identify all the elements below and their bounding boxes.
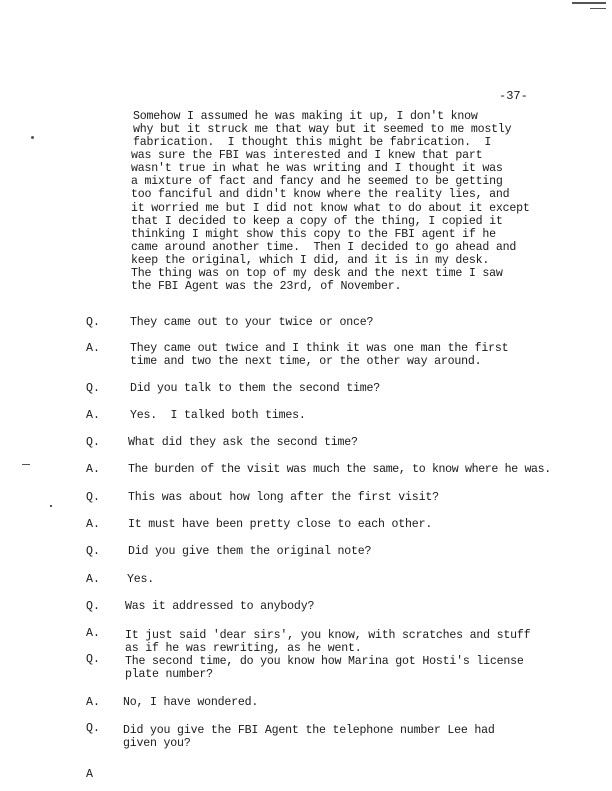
paragraph-line: came around another time. Then I decided to go ahead and: [131, 241, 517, 254]
question-text: Did you talk to them the second time?: [130, 382, 381, 395]
answer-text: It just said 'dear sirs', you know, with scratches and stuff: [125, 629, 531, 642]
question-text: Was it addressed to anybody?: [125, 600, 315, 613]
answer-text: as if he was rewriting, as he went.: [125, 642, 362, 655]
paragraph-line: keep the original, which I did, and it is in my desk.: [131, 254, 490, 267]
paragraph-line: it worried me but I did not know what to do about it except: [131, 202, 530, 215]
question-label: Q.: [86, 653, 100, 666]
scan-dot-left: [31, 136, 34, 139]
answer-text: Yes.: [127, 573, 155, 586]
paragraph-line: The thing was on top of my desk and the next time I saw: [131, 267, 503, 280]
question-text: This was about how long after the first visit?: [128, 491, 439, 504]
question-label: Q.: [86, 545, 100, 558]
paragraph-line: fabrication. I thought this might be fabrication. I: [133, 136, 492, 149]
question-label: Q.: [86, 722, 100, 735]
answer-label: A.: [86, 409, 100, 422]
paragraph-line: a mixture of fact and fancy and he seemed to be getting: [131, 175, 503, 188]
answer-label: A.: [86, 696, 100, 709]
question-text: The second time, do you know how Marina got Hosti's license: [125, 655, 524, 668]
answer-text: It must have been pretty close to each other.: [128, 518, 433, 531]
question-text: What did they ask the second time?: [128, 436, 358, 449]
answer-text: Yes. I talked both times.: [130, 409, 306, 422]
answer-text: They came out twice and I think it was one man the first: [130, 342, 509, 355]
paragraph-line: was sure the FBI was interested and I knew that part: [131, 149, 483, 162]
question-label: Q.: [86, 600, 100, 613]
scan-mark-top-right-2: [590, 8, 606, 9]
answer-label: A.: [86, 518, 100, 531]
paragraph-line: wasn't true in what he was writing and I thought it was: [131, 162, 503, 175]
answer-text: No, I have wondered.: [123, 696, 259, 709]
page-number: -37-: [499, 89, 528, 103]
question-label: Q.: [86, 382, 100, 395]
question-text: Did you give the FBI Agent the telephone number Lee had: [123, 724, 495, 737]
answer-label: A: [86, 768, 93, 781]
answer-label: A.: [86, 573, 100, 586]
paragraph-line: the FBI Agent was the 23rd, of November.: [131, 280, 402, 293]
scan-mark-top-right: [572, 2, 606, 4]
answer-text: The burden of the visit was much the same, to know where he was.: [128, 463, 551, 476]
question-label: Q.: [86, 316, 100, 329]
paragraph-line: why but it struck me that way but it seemed to me mostly: [133, 123, 512, 136]
question-label: Q.: [86, 491, 100, 504]
question-text: They came out to your twice or once?: [130, 316, 374, 329]
answer-text: time and two the next time, or the other way around.: [130, 355, 482, 368]
answer-label: A.: [86, 463, 100, 476]
paragraph-line: thinking I might show this copy to the FBI agent if he: [131, 228, 496, 241]
question-text: Did you give them the original note?: [128, 545, 372, 558]
paragraph-line: Somehow I assumed he was making it up, I don't know: [133, 110, 478, 123]
answer-label: A.: [86, 342, 100, 355]
paragraph-line: that I decided to keep a copy of the thing, I copied it: [131, 215, 503, 228]
scan-mark-left: [22, 464, 30, 465]
answer-label: A.: [86, 627, 100, 640]
scan-dot-left-2: [50, 505, 52, 507]
question-text: plate number?: [125, 668, 213, 681]
question-label: Q.: [86, 436, 100, 449]
question-text: given you?: [123, 737, 191, 750]
paragraph-line: too fanciful and didn't know where the reality lies, and: [131, 188, 510, 201]
